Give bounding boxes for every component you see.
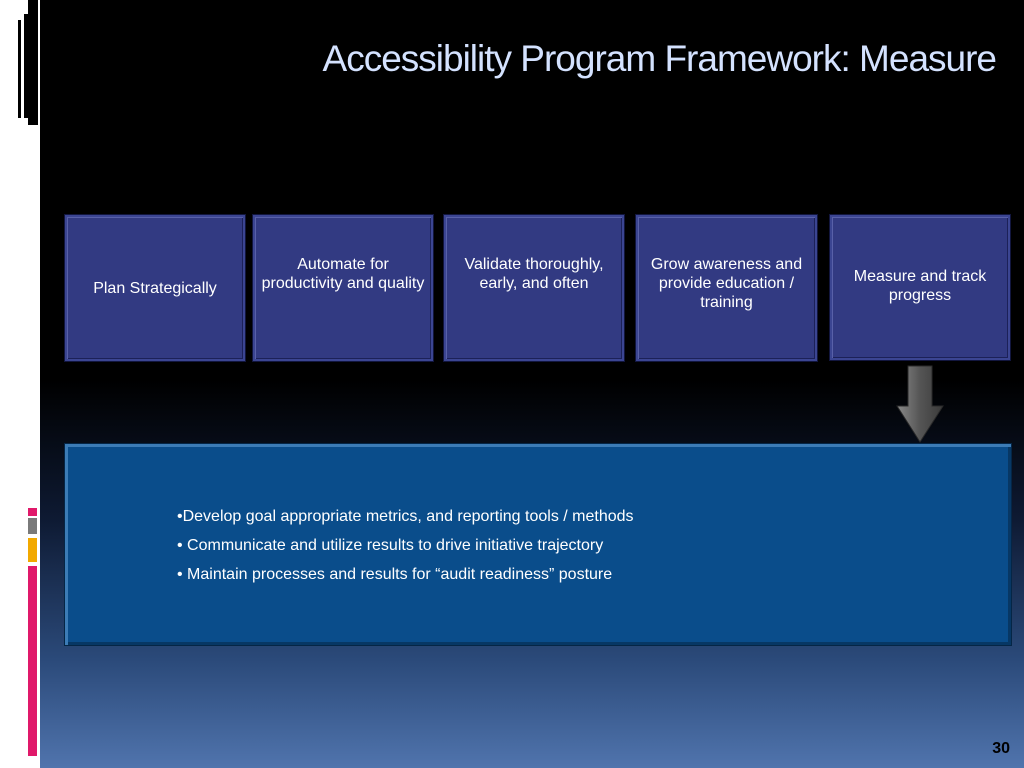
- page-title: Accessibility Program Framework: Measure: [322, 38, 996, 79]
- bullet-item: •Develop goal appropriate metrics, and reporting tools / methods: [177, 508, 634, 525]
- decorative-stripes: [0, 0, 40, 768]
- bullet-item: • Maintain processes and results for “audit readiness” posture: [177, 566, 613, 583]
- step-validate: [443, 214, 625, 362]
- bullet-item: • Communicate and utilize results to drive initiative trajectory: [177, 537, 604, 554]
- down-arrow-icon: [895, 364, 945, 444]
- step-measure: [829, 214, 1011, 361]
- page-number: 30: [992, 740, 1010, 757]
- step-grow-awareness: [635, 214, 818, 362]
- step-plan-strategically: [64, 214, 246, 362]
- measure-detail-box: [64, 443, 1012, 646]
- step-automate: [252, 214, 434, 362]
- step-label: Automate for productivity and quality: [261, 256, 425, 292]
- step-label: Grow awareness and provide education / training: [650, 256, 803, 311]
- left-strip: [0, 0, 40, 768]
- step-label: Validate thoroughly, early, and often: [464, 256, 604, 292]
- step-label: Measure and track progress: [853, 268, 987, 304]
- bullet-list: [177, 502, 634, 589]
- step-label: Plan Strategically: [93, 279, 217, 297]
